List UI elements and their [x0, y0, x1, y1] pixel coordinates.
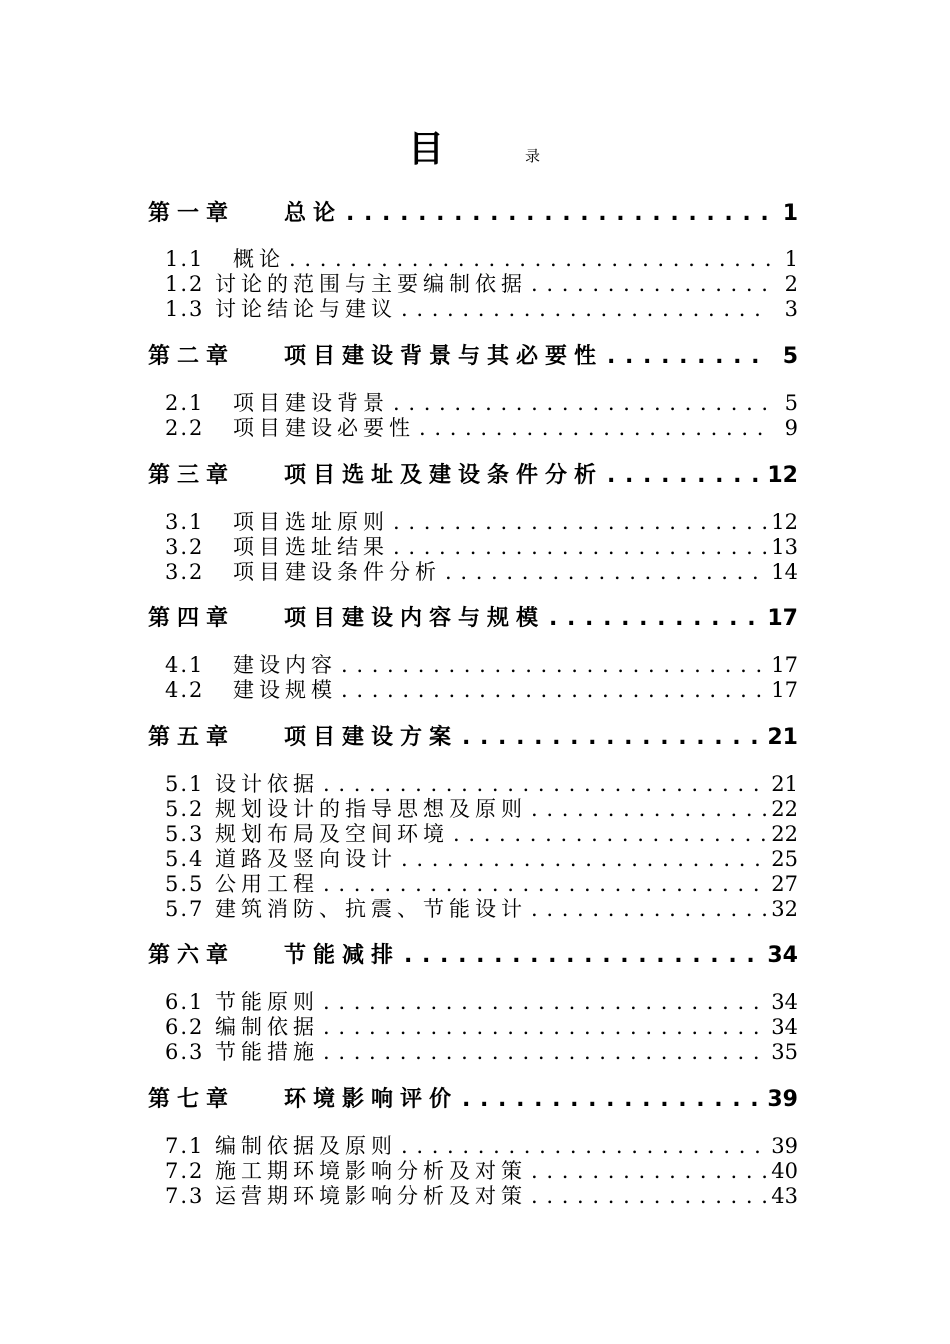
toc-section-entry[interactable] — [148, 843, 798, 869]
toc-section-entry[interactable] — [148, 1130, 798, 1156]
toc-page-number: 12 — [767, 463, 798, 488]
toc-entry-title: 规划布局及空间环境 — [215, 822, 449, 846]
toc-dot-leader — [401, 297, 770, 321]
toc-dot-leader — [341, 678, 767, 702]
toc-entry-title: 建筑消防、抗震、节能设计 — [215, 897, 527, 921]
toc-page-number: 5 — [782, 344, 798, 369]
toc-dot-leader — [531, 897, 767, 921]
toc-entry-number: 第一章 — [148, 201, 236, 226]
toc-section-entry[interactable] — [148, 1011, 798, 1037]
toc-dot-leader — [323, 1040, 767, 1064]
toc-title-main: 目 — [408, 129, 445, 170]
toc-page-number: 9 — [784, 416, 798, 440]
toc-entry-number: 1.3 — [165, 297, 205, 321]
toc-page-number: 17 — [771, 653, 798, 677]
toc-section-entry[interactable] — [148, 868, 798, 894]
toc-section-entry[interactable] — [148, 293, 798, 319]
toc-entry-title: 项目建设方案 — [284, 725, 459, 750]
toc-entry-number: 5.4 — [165, 847, 205, 871]
toc-page-number: 35 — [771, 1040, 798, 1064]
toc-entry-number: 4.2 — [165, 678, 205, 702]
toc-entry-title: 设计依据 — [215, 772, 319, 796]
toc-page-number: 27 — [771, 872, 798, 896]
toc-page-number: 14 — [771, 560, 798, 584]
toc-entry-title: 项目选址及建设条件分析 — [284, 463, 604, 488]
toc-page-number: 1 — [784, 247, 798, 271]
toc-entry-title: 讨论结论与建议 — [215, 297, 397, 321]
toc-page-number: 40 — [771, 1159, 798, 1183]
toc-entry-number: 6.3 — [165, 1040, 205, 1064]
toc-page-number: 1 — [782, 201, 798, 226]
toc-entry-title: 道路及竖向设计 — [215, 847, 397, 871]
toc-entry-number: 5.7 — [165, 897, 205, 921]
toc-dot-leader — [419, 416, 770, 440]
toc-page-number: 12 — [771, 510, 798, 534]
toc-page-number: 3 — [784, 297, 798, 321]
toc-dot-leader — [462, 725, 763, 750]
toc-section-entry[interactable] — [148, 674, 798, 700]
toc-entry-title: 节能原则 — [215, 990, 319, 1014]
toc-entry-number: 6.2 — [165, 1015, 205, 1039]
toc-chapter-entry[interactable] — [148, 938, 798, 968]
toc-entry-number: 5.5 — [165, 872, 205, 896]
toc-page-number: 34 — [771, 1015, 798, 1039]
toc-section-entry[interactable] — [148, 1180, 798, 1206]
toc-entry-title: 项目建设必要性 — [233, 416, 415, 440]
toc-entry-title: 建设规模 — [233, 678, 337, 702]
toc-section-entry[interactable] — [148, 893, 798, 919]
toc-dot-leader — [445, 560, 767, 584]
toc-entry-number: 3.1 — [165, 510, 205, 534]
toc-entry-number: 第三章 — [148, 463, 236, 488]
toc-entry-title: 编制依据 — [215, 1015, 319, 1039]
toc-entry-title: 讨论的范围与主要编制依据 — [215, 272, 527, 296]
toc-entry-number: 5.2 — [165, 797, 205, 821]
toc-page-number: 22 — [771, 822, 798, 846]
toc-page-number: 17 — [771, 678, 798, 702]
toc-section-entry[interactable] — [148, 556, 798, 582]
toc-entry-number: 7.3 — [165, 1184, 205, 1208]
toc-chapter-entry[interactable] — [148, 1082, 798, 1112]
toc-entry-number: 1.2 — [165, 272, 205, 296]
toc-page-number: 34 — [771, 990, 798, 1014]
toc-section-entry[interactable] — [148, 818, 798, 844]
toc-entry-title: 节能措施 — [215, 1040, 319, 1064]
toc-chapter-entry[interactable] — [148, 601, 798, 631]
toc-chapter-entry[interactable] — [148, 720, 798, 750]
toc-page-number: 32 — [771, 897, 798, 921]
toc-section-entry[interactable] — [148, 768, 798, 794]
toc-entry-title: 项目建设内容与规模 — [284, 606, 546, 631]
toc-section-entry[interactable] — [148, 793, 798, 819]
toc-entry-title: 施工期环境影响分析及对策 — [215, 1159, 527, 1183]
toc-entry-number: 7.1 — [165, 1134, 205, 1158]
toc-section-entry[interactable] — [148, 412, 798, 438]
toc-page-number: 25 — [771, 847, 798, 871]
toc-entry-number: 第六章 — [148, 943, 236, 968]
toc-page-number: 22 — [771, 797, 798, 821]
toc-entry-number: 2.2 — [165, 416, 205, 440]
toc-page-number: 39 — [771, 1134, 798, 1158]
toc-dot-leader — [549, 606, 763, 631]
toc-entry-title: 公用工程 — [215, 872, 319, 896]
toc-entry-number: 第五章 — [148, 725, 236, 750]
toc-section-entry[interactable] — [148, 1155, 798, 1181]
toc-page-number: 2 — [784, 272, 798, 296]
toc-entry-number: 5.3 — [165, 822, 205, 846]
toc-page-number: 5 — [784, 391, 798, 415]
toc-page-number: 43 — [771, 1184, 798, 1208]
toc-section-entry[interactable] — [148, 387, 798, 413]
toc-dot-leader — [607, 344, 770, 369]
toc-entry-title: 总论 — [284, 201, 343, 226]
toc-entry-number: 1.1 — [165, 247, 205, 271]
toc-dot-leader — [607, 463, 763, 488]
toc-entry-number: 第七章 — [148, 1087, 236, 1112]
toc-entry-number: 6.1 — [165, 990, 205, 1014]
toc-entry-number: 4.1 — [165, 653, 205, 677]
toc-dot-leader — [531, 1184, 767, 1208]
toc-entry-title: 运营期环境影响分析及对策 — [215, 1184, 527, 1208]
toc-entry-number: 2.1 — [165, 391, 205, 415]
toc-title-sub: 录 — [525, 147, 541, 165]
toc-section-entry[interactable] — [148, 268, 798, 294]
toc-entry-number: 5.1 — [165, 772, 205, 796]
toc-entry-title: 项目选址结果 — [233, 535, 389, 559]
toc-dot-leader — [404, 943, 763, 968]
toc-entry-number: 7.2 — [165, 1159, 205, 1183]
toc-page-number: 34 — [767, 943, 798, 968]
toc-entry-title: 编制依据及原则 — [215, 1134, 397, 1158]
toc-dot-leader — [462, 1087, 763, 1112]
toc-entry-number: 第二章 — [148, 344, 236, 369]
toc-entry-title: 规划设计的指导思想及原则 — [215, 797, 527, 821]
toc-page-number: 21 — [767, 725, 798, 750]
toc-section-entry[interactable] — [148, 506, 798, 532]
toc-entry-number: 3.2 — [165, 560, 205, 584]
toc-entry-title: 建设内容 — [233, 653, 337, 677]
toc-chapter-entry[interactable] — [148, 196, 798, 226]
toc-section-entry[interactable] — [148, 649, 798, 675]
toc-page-number: 21 — [771, 772, 798, 796]
toc-entry-title: 项目建设背景与其必要性 — [284, 344, 604, 369]
toc-section-entry[interactable] — [148, 243, 798, 269]
toc-entry-title: 项目建设背景 — [233, 391, 389, 415]
toc-entry-number: 第四章 — [148, 606, 236, 631]
toc-page-number: 39 — [767, 1087, 798, 1112]
toc-page-number: 17 — [767, 606, 798, 631]
toc-entry-title: 项目建设条件分析 — [233, 560, 441, 584]
toc-entry-number: 3.2 — [165, 535, 205, 559]
toc-chapter-entry[interactable] — [148, 339, 798, 369]
toc-section-entry[interactable] — [148, 986, 798, 1012]
toc-entry-title: 环境影响评价 — [284, 1087, 459, 1112]
toc-entry-title: 项目选址原则 — [233, 510, 389, 534]
toc-entry-title: 节能减排 — [284, 943, 401, 968]
toc-chapter-entry[interactable] — [148, 458, 798, 488]
toc-entry-title: 概论 — [233, 247, 285, 271]
toc-page-number: 13 — [771, 535, 798, 559]
toc-section-entry[interactable] — [148, 531, 798, 557]
toc-section-entry[interactable] — [148, 1036, 798, 1062]
toc-dot-leader — [346, 201, 770, 226]
